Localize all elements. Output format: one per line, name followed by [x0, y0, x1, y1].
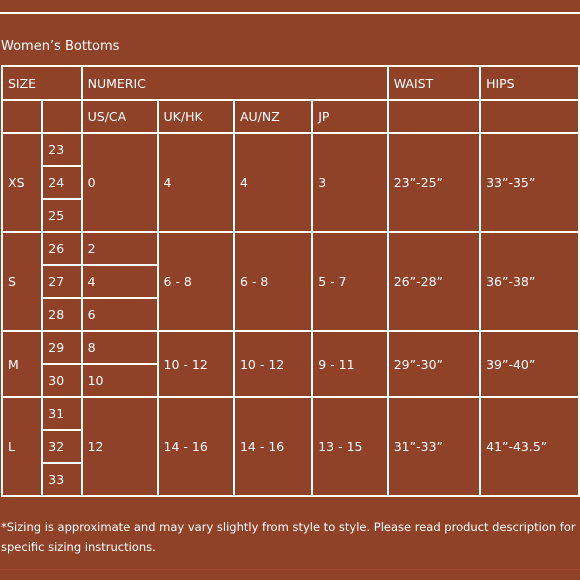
au-nz-cell: 10 - 12	[234, 331, 312, 397]
au-nz-cell: 4	[234, 133, 312, 232]
header-hips: HIPS	[480, 66, 579, 100]
num-size-cell: 32	[42, 430, 81, 463]
uk-hk-cell: 10 - 12	[158, 331, 234, 397]
table-row	[2, 397, 579, 430]
uk-hk-cell: 4	[158, 133, 234, 232]
size-label-s: S	[2, 232, 42, 331]
bottom-divider	[0, 569, 580, 570]
hips-cell: 39”-40”	[480, 331, 579, 397]
num-size-cell: 24	[42, 166, 81, 199]
header-jp: JP	[312, 100, 388, 133]
chart-title: Women’s Bottoms	[1, 39, 120, 54]
subheader-empty-num	[42, 100, 81, 133]
header-au-nz: AU/NZ	[234, 100, 312, 133]
hips-cell: 41”-43.5”	[480, 397, 579, 496]
waist-cell: 29”-30”	[388, 331, 480, 397]
waist-cell: 26”-28”	[388, 232, 480, 331]
num-size-cell: 30	[42, 364, 81, 397]
size-label-l: L	[2, 397, 42, 496]
table-row	[2, 331, 579, 364]
au-nz-cell: 6 - 8	[234, 232, 312, 331]
header-uk-hk: UK/HK	[158, 100, 234, 133]
size-label-m: M	[2, 331, 42, 397]
hips-cell: 36”-38”	[480, 232, 579, 331]
us-ca-cell: 12	[82, 397, 158, 496]
header-numeric: NUMERIC	[82, 66, 388, 100]
num-size-cell: 29	[42, 331, 81, 364]
jp-cell: 13 - 15	[312, 397, 388, 496]
header-row	[2, 66, 579, 100]
sizing-footnote	[1, 517, 580, 557]
us-ca-cell: 6	[82, 298, 158, 331]
top-divider	[0, 12, 580, 14]
uk-hk-cell: 14 - 16	[158, 397, 234, 496]
footnote-line-2: specific sizing instructions.	[1, 540, 156, 554]
table-row	[2, 232, 579, 265]
jp-cell: 3	[312, 133, 388, 232]
us-ca-cell: 8	[82, 331, 158, 364]
size-label-xs: XS	[2, 133, 42, 232]
waist-cell: 23”-25”	[388, 133, 480, 232]
num-size-cell: 31	[42, 397, 81, 430]
header-us-ca: US/CA	[82, 100, 158, 133]
num-size-cell: 33	[42, 463, 81, 496]
num-size-cell: 23	[42, 133, 81, 166]
au-nz-cell: 14 - 16	[234, 397, 312, 496]
subheader-empty-size	[2, 100, 42, 133]
waist-cell: 31”-33”	[388, 397, 480, 496]
size-chart-table	[1, 65, 580, 497]
us-ca-cell: 10	[82, 364, 158, 397]
jp-cell: 9 - 11	[312, 331, 388, 397]
us-ca-cell: 2	[82, 232, 158, 265]
header-waist: WAIST	[388, 66, 480, 100]
num-size-cell: 27	[42, 265, 81, 298]
uk-hk-cell: 6 - 8	[158, 232, 234, 331]
num-size-cell: 26	[42, 232, 81, 265]
num-size-cell: 25	[42, 199, 81, 232]
subheader-empty-hips	[480, 100, 579, 133]
us-ca-cell: 4	[82, 265, 158, 298]
hips-cell: 33”-35”	[480, 133, 579, 232]
footnote-line-1: *Sizing is approximate and may vary slightly from style to style. Please read product description for	[1, 520, 576, 534]
subheader-row	[2, 100, 579, 133]
num-size-cell: 28	[42, 298, 81, 331]
jp-cell: 5 - 7	[312, 232, 388, 331]
header-size: SIZE	[2, 66, 82, 100]
table-row	[2, 133, 579, 166]
subheader-empty-waist	[388, 100, 480, 133]
us-ca-cell: 0	[82, 133, 158, 232]
